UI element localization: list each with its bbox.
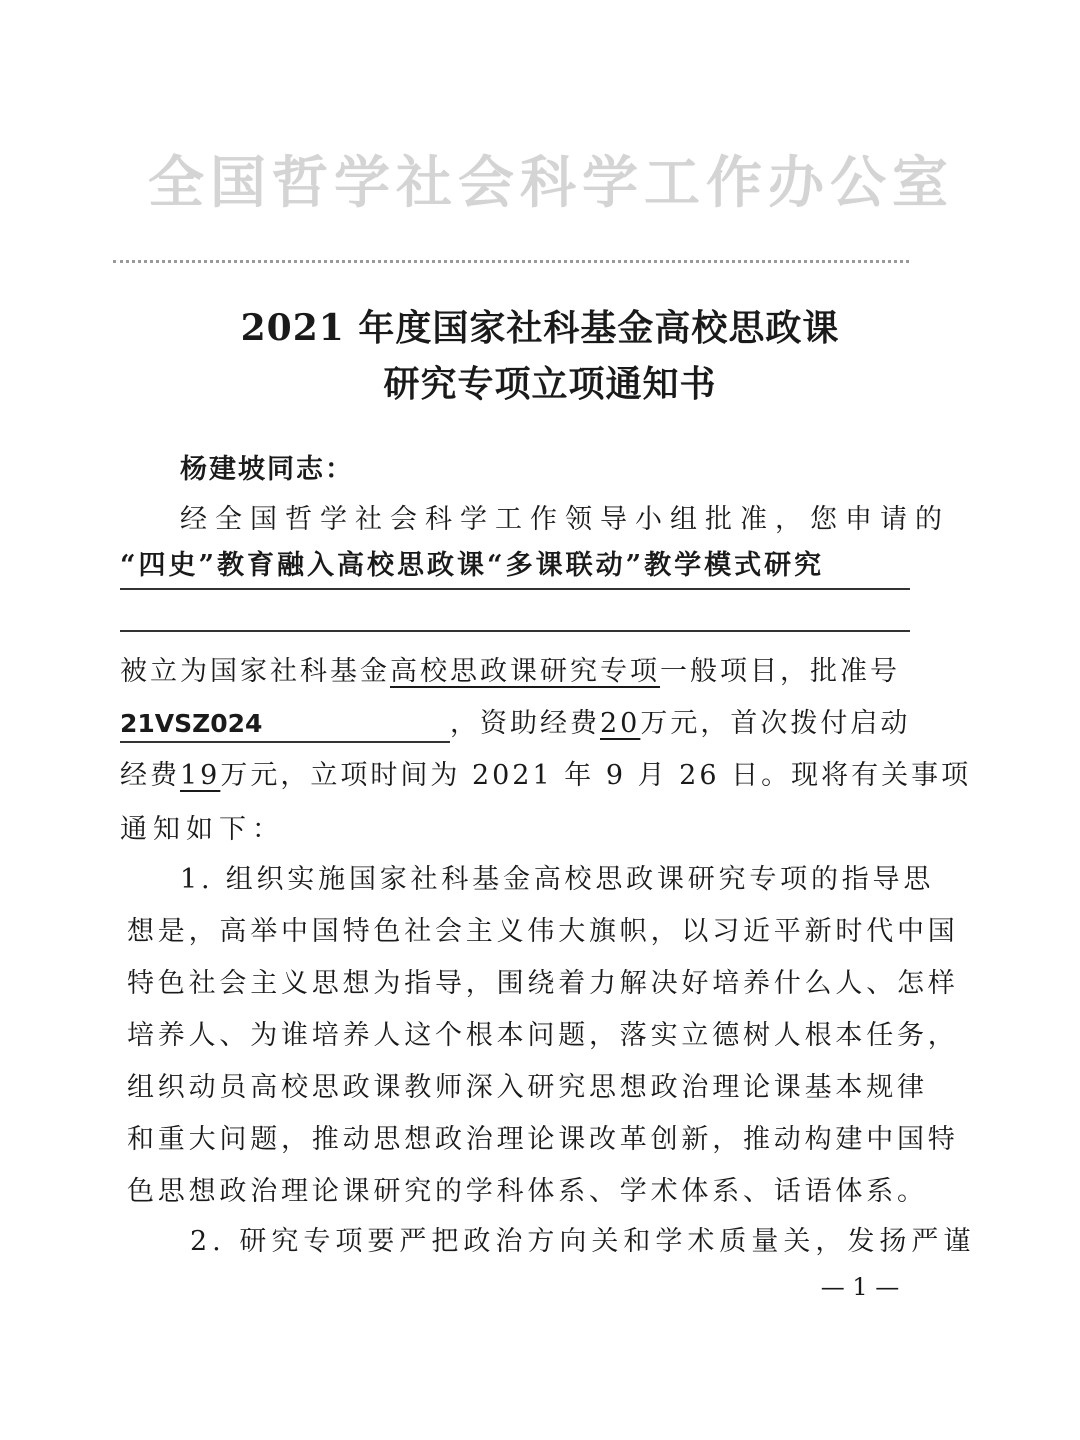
notice-lead-in: 通知如下： xyxy=(120,814,285,845)
document-title-line-1: 2021 年度国家社科基金高校思政课 xyxy=(240,307,840,349)
project-type-suffix: 一般项目，批准号 xyxy=(660,656,900,687)
paragraph-1-line: 色思想政治理论课研究的学科体系、学术体系、话语体系。 xyxy=(127,1176,928,1207)
paragraph-1-line: 组织动员高校思政课教师深入研究思想政治理论课基本规律 xyxy=(127,1072,928,1103)
first-payment-line xyxy=(120,756,971,796)
funding-prefix: ，资助经费 xyxy=(450,708,600,739)
paragraph-2-line: 2. 研究专项要严把政治方向关和学术质量关，发扬严谨 xyxy=(190,1226,976,1257)
program-name: 高校思政课研究专项 xyxy=(390,656,660,687)
funding-amount: 20 xyxy=(600,708,641,739)
first-payment-prefix: 经费 xyxy=(120,760,180,791)
project-title-field: “四史”教育融入高校思政课“多课联动”教学模式研究 xyxy=(120,546,910,590)
paragraph-1-line: 1. 组织实施国家社科基金高校思政课研究专项的指导思 xyxy=(180,864,935,895)
funding-suffix: 万元，首次拨付启动 xyxy=(640,708,911,739)
approval-line xyxy=(120,704,910,744)
paragraph-1-line: 培养人、为谁培养人这个根本问题，落实立德树人根本任务， xyxy=(127,1020,959,1051)
issuer-letterhead: 全国哲学社会科学工作办公室 xyxy=(148,151,954,216)
project-type-prefix: 被立为国家社科基金 xyxy=(120,656,390,687)
paragraph-1-line: 想是，高举中国特色社会主义伟大旗帜，以习近平新时代中国 xyxy=(127,916,959,947)
paragraph-1-line: 和重大问题，推动思想政治理论课改革创新，推动构建中国特 xyxy=(127,1124,959,1155)
project-type-line xyxy=(120,652,900,692)
letterhead-divider xyxy=(113,260,909,263)
first-payment-amount: 19 xyxy=(180,760,221,791)
first-payment-suffix: 万元，立项时间为 2021 年 9 月 26 日。现将有关事项 xyxy=(220,760,972,791)
page-number: — 1 — xyxy=(820,1273,900,1301)
blank-fill-line xyxy=(120,630,910,632)
approval-number: 21VSZ024 xyxy=(120,707,450,743)
paragraph-1-line: 特色社会主义思想为指导，围绕着力解决好培养什么人、怎样 xyxy=(127,968,959,999)
salutation: 杨建坡同志： xyxy=(180,454,354,485)
document-title-line-2: 研究专项立项通知书 xyxy=(383,363,717,405)
intro-line: 经全国哲学社会科学工作领导小组批准，您申请的 xyxy=(180,504,950,535)
